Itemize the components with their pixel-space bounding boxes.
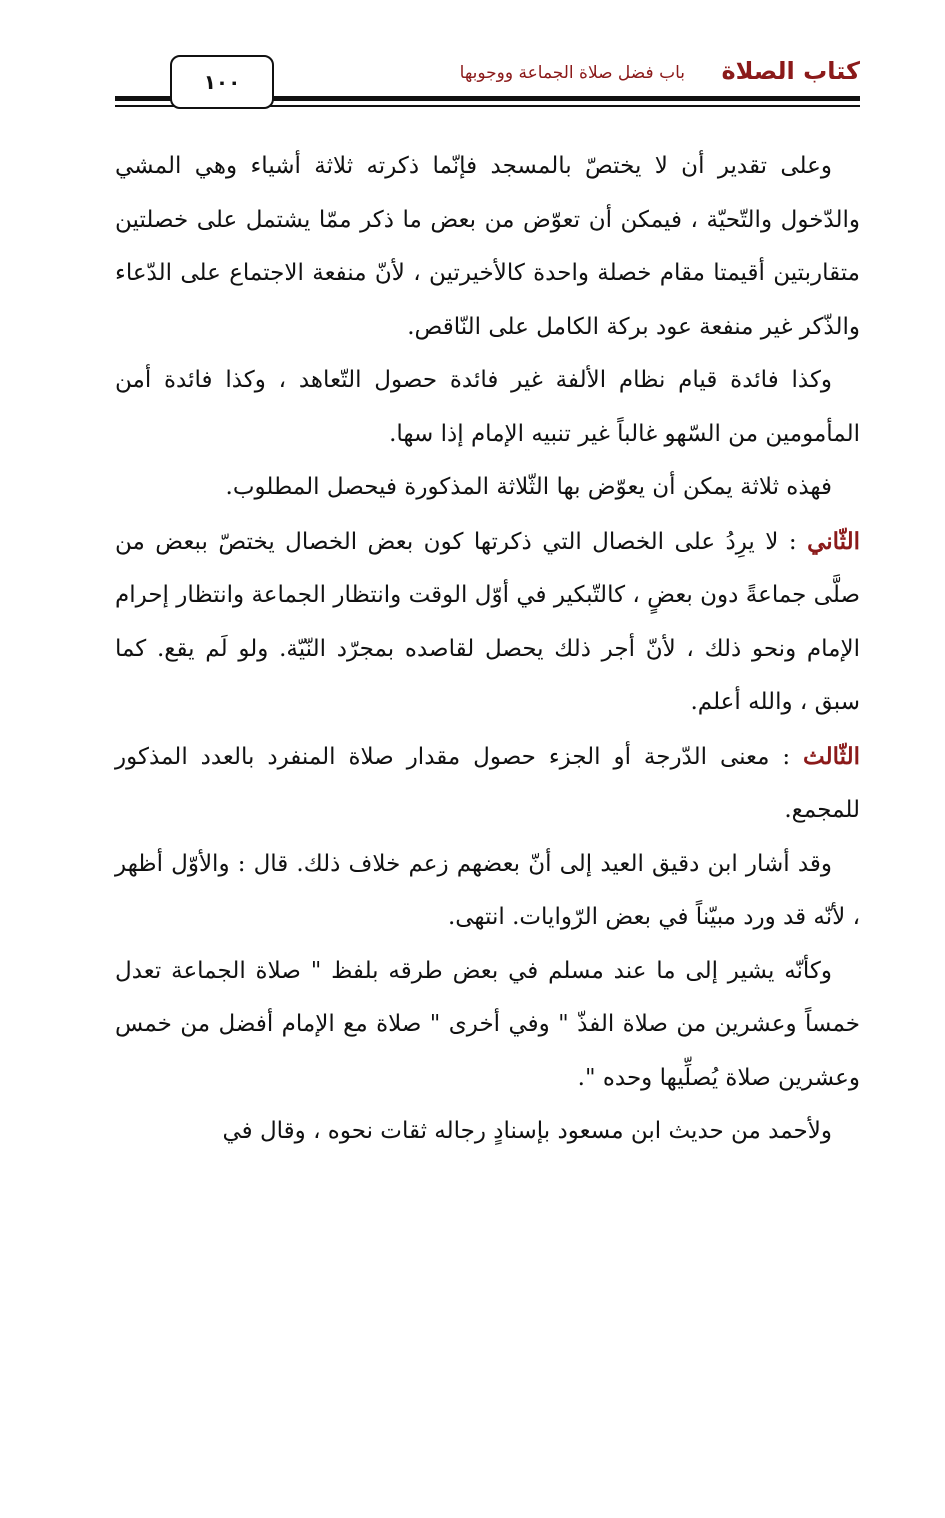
paragraph-7 (115, 945, 860, 1106)
paragraph-text: وقد أشار ابن دقيق العيد إلى أنّ بعضهم زعم خلاف ذلك. قال : والأوّل أظهر ، لأنّه قد ورد مبيّناً في بعض الرّوايات. انتهى. (115, 850, 860, 930)
paragraph-second-point (115, 515, 860, 730)
paragraph-3 (115, 461, 860, 515)
paragraph-8 (115, 1105, 860, 1159)
paragraph-text: وكذا فائدة قيام نظام الألفة غير فائدة حصول التّعاهد ، وكذا فائدة أمن المأمومين من السّهو غالباً غير تنبيه الإمام إذا سها. (115, 367, 860, 447)
page-header (115, 55, 860, 115)
paragraph-text: : لا يرِدُ على الخصال التي ذكرتها كون بعض الخصال يختصّ ببعض من صلَّى جماعةً دون بعضٍ ، كالتّبكير في أوّل الوقت وانتظار الجماعة وانتظار إحرام الإمام ونحو ذلك ، لأنّ أجر ذلك يحصل لقاصده بمجرّد النّيّة. ولو لَم يقع. كما سبق ، والله أعلم. (115, 528, 860, 715)
paragraph-6 (115, 838, 860, 945)
page-number: ١٠٠ (170, 55, 274, 109)
paragraph-third-point (115, 730, 860, 838)
section-keyword-second: الثّاني (807, 527, 860, 555)
paragraph-text: : معنى الدّرجة أو الجزء حصول مقدار صلاة المنفرد بالعدد المذكور للمجمع. (115, 743, 860, 823)
book-title: كتاب الصلاة (721, 57, 860, 85)
paragraph-text: وكأنّه يشير إلى ما عند مسلم في بعض طرقه بلفظ " صلاة الجماعة تعدل خمساً وعشرين من صلاة الفذّ " وفي أخرى " صلاة مع الإمام أفضل من خمس وعشرين صلاة يُصلِّيها وحده ". (115, 957, 860, 1091)
paragraph-2 (115, 354, 860, 461)
body-text (115, 140, 860, 1159)
chapter-title: باب فضل صلاة الجماعة ووجوبها (459, 63, 685, 83)
paragraph-text: وعلى تقدير أن لا يختصّ بالمسجد فإنّما ذكرته ثلاثة أشياء وهي المشي والدّخول والتّحيّة ، فيمكن أن تعوّض من بعض ما ذكر ممّا يشتمل على خصلتين متقاربتين أقيمتا مقام خصلة واحدة كالأخيرتين ، لأنّ منفعة الاجتماع على الدّعاء والذّكر غير منفعة عود بركة الكامل على النّاقص. (115, 153, 860, 340)
section-keyword-third: الثّالث (803, 742, 860, 770)
paragraph-text: ولأحمد من حديث ابن مسعود بإسنادٍ رجاله ثقات نحوه ، وقال في (222, 1118, 832, 1144)
paragraph-text: فهذه ثلاثة يمكن أن يعوّض بها الثّلاثة المذكورة فيحصل المطلوب. (225, 474, 832, 500)
paragraph-1 (115, 140, 860, 354)
